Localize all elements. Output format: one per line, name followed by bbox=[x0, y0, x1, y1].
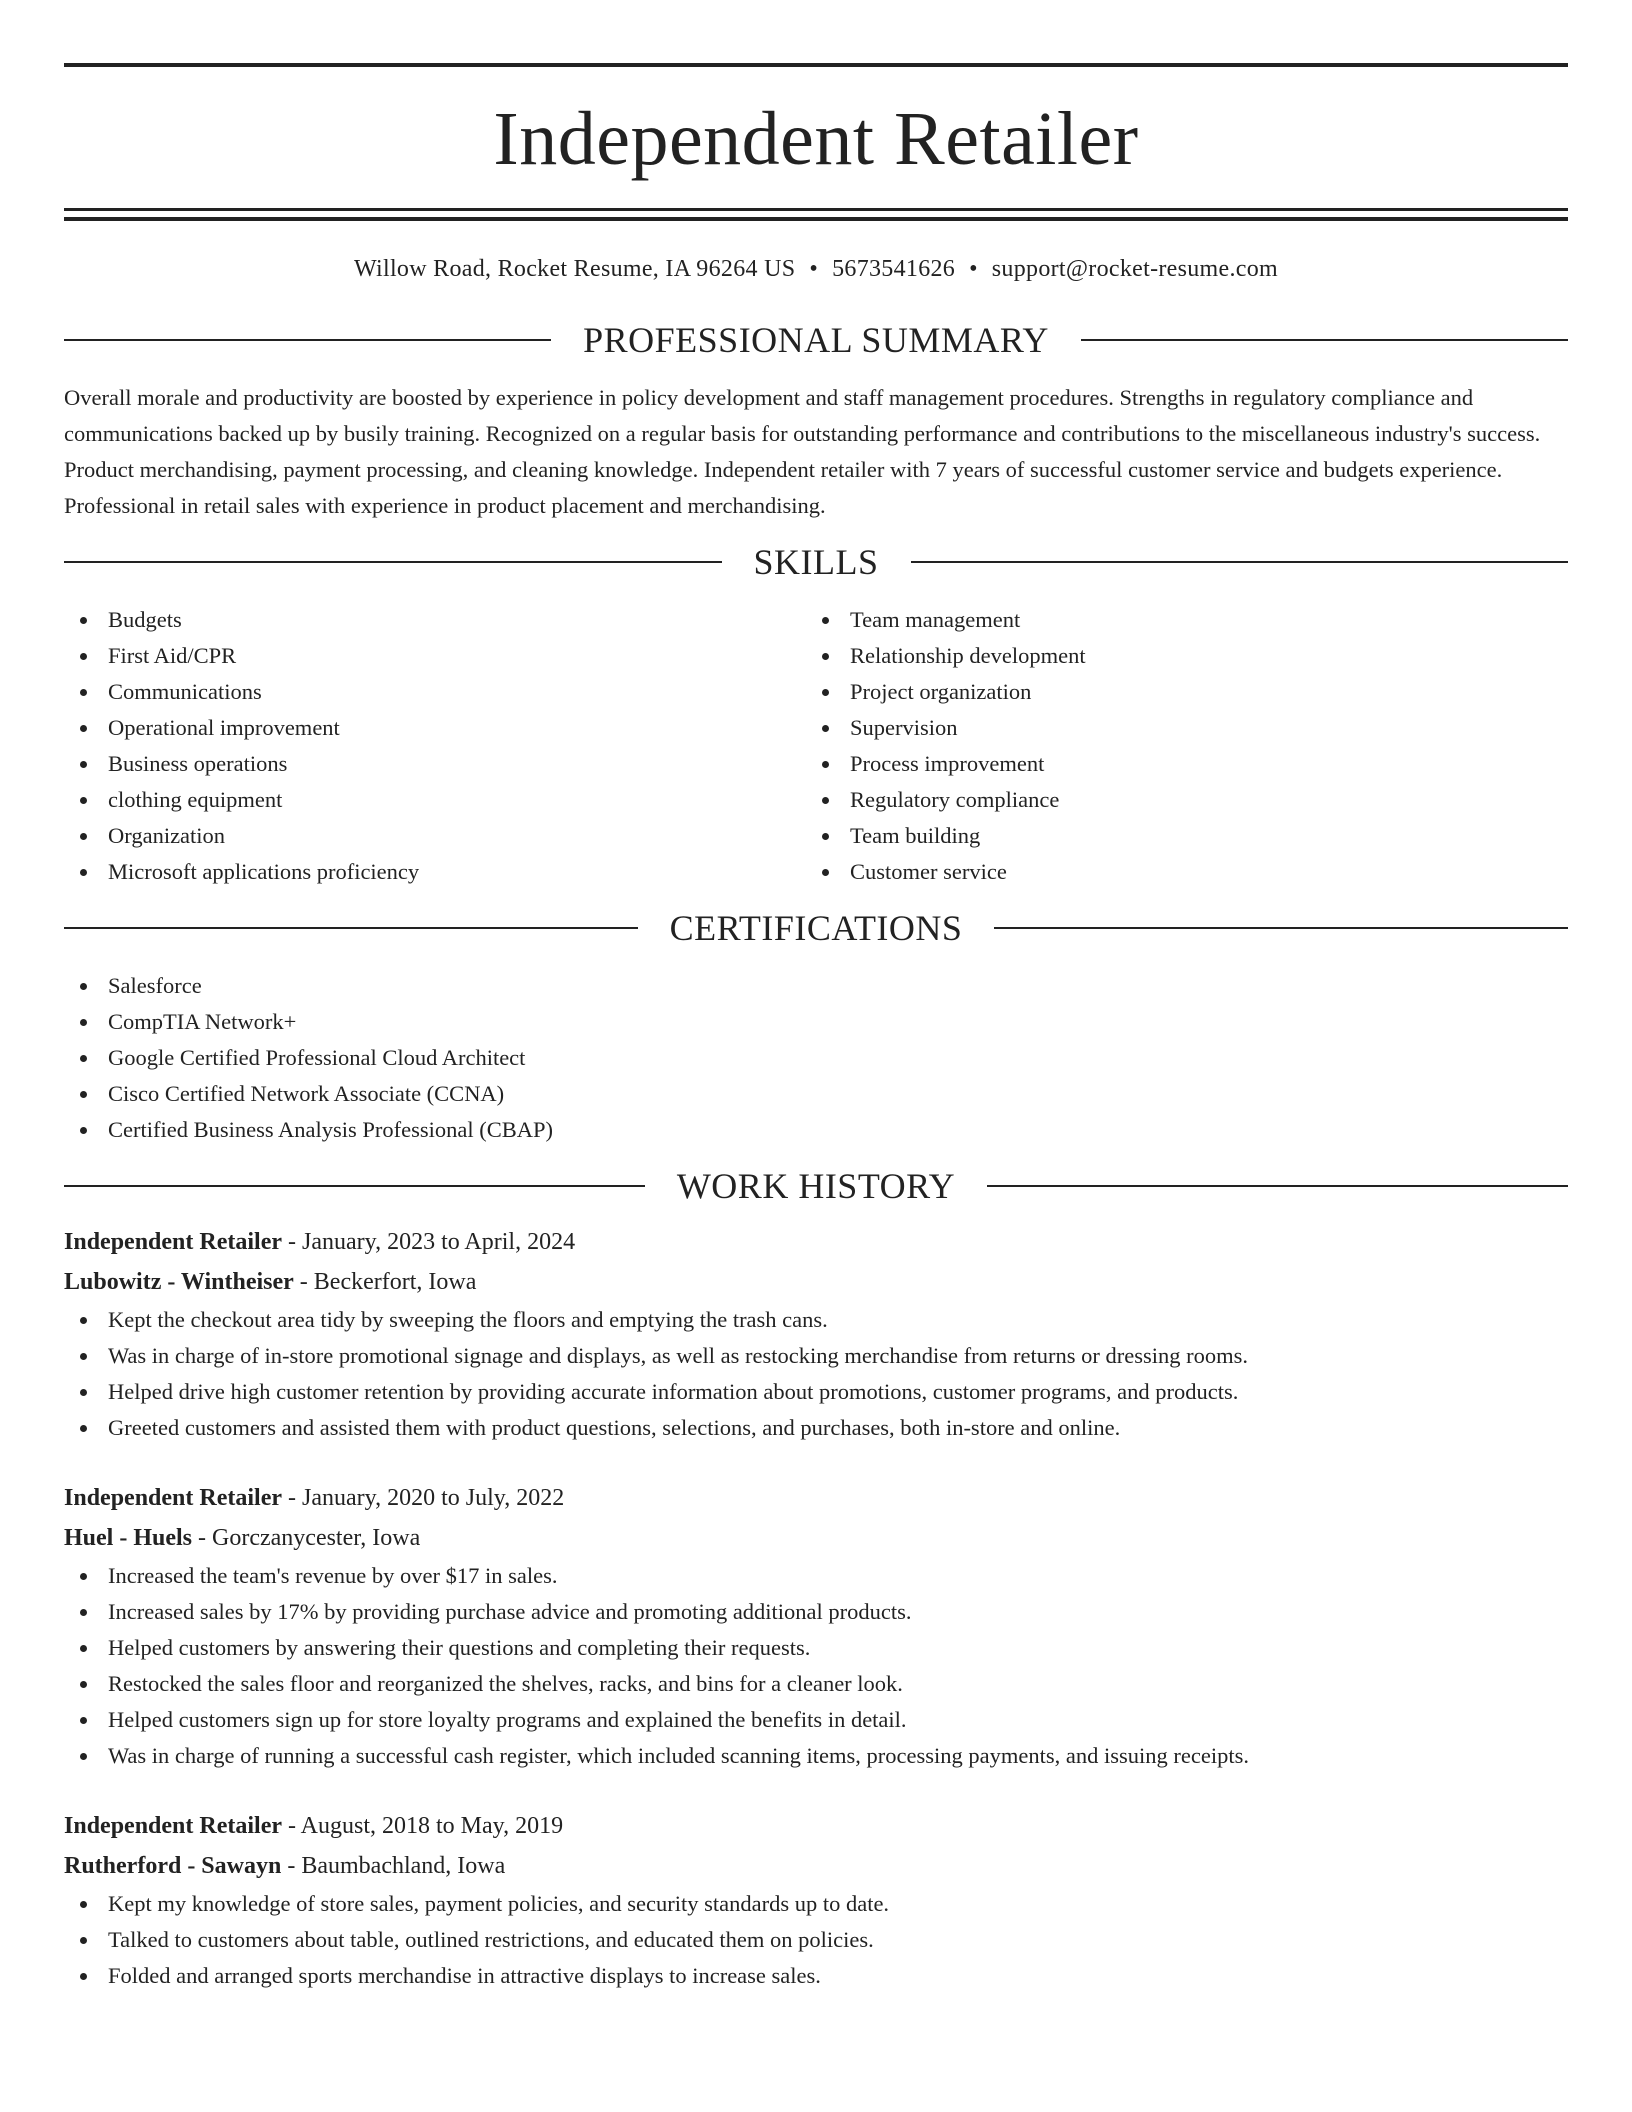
skill-item: Business operations bbox=[64, 746, 806, 782]
section-rule bbox=[987, 1185, 1568, 1187]
resume-name: Independent Retailer bbox=[493, 97, 1139, 181]
job-bullet: Folded and arranged sports merchandise in attractive displays to increase sales. bbox=[64, 1958, 1568, 1994]
skill-item: Budgets bbox=[64, 602, 806, 638]
job-company: Rutherford - Sawayn bbox=[64, 1853, 282, 1879]
section-rule bbox=[64, 561, 722, 563]
certification-item: Salesforce bbox=[64, 968, 1568, 1004]
job-location: - Beckerfort, Iowa bbox=[293, 1269, 477, 1295]
job-bullets bbox=[64, 1558, 1568, 1774]
skill-item: Operational improvement bbox=[64, 710, 806, 746]
skill-item: Team management bbox=[806, 602, 1548, 638]
job-bullet: Talked to customers about table, outlined restrictions, and educated them on policies. bbox=[64, 1922, 1568, 1958]
job-bullet: Helped customers by answering their questions and completing their requests. bbox=[64, 1630, 1568, 1666]
section-header-skills bbox=[64, 542, 1568, 582]
job-title-line bbox=[64, 1806, 1568, 1846]
job-company: Huel - Huels bbox=[64, 1525, 193, 1551]
section-rule bbox=[1081, 339, 1568, 341]
certifications-list bbox=[64, 968, 1568, 1148]
section-header-summary bbox=[64, 320, 1568, 360]
skills-column-left bbox=[64, 602, 806, 890]
skill-item: Organization bbox=[64, 818, 806, 854]
section-rule bbox=[911, 561, 1569, 563]
contact-separator: • bbox=[969, 256, 978, 282]
skill-item: Customer service bbox=[806, 854, 1548, 890]
job-entry bbox=[64, 1478, 1568, 1774]
job-bullet: Increased sales by 17% by providing purchase advice and promoting additional products. bbox=[64, 1594, 1568, 1630]
section-header-certifications bbox=[64, 908, 1568, 948]
job-title: Independent Retailer bbox=[64, 1485, 282, 1511]
contact-address: Willow Road, Rocket Resume, IA 96264 US bbox=[354, 256, 796, 282]
job-bullet: Was in charge of in-store promotional signage and displays, as well as restocking merchandise from returns or dressing rooms. bbox=[64, 1338, 1568, 1374]
job-dates: - January, 2020 to July, 2022 bbox=[282, 1485, 565, 1511]
job-company-line bbox=[64, 1518, 1568, 1558]
job-entry bbox=[64, 1222, 1568, 1446]
name-double-rule bbox=[64, 208, 1568, 221]
skill-item: Communications bbox=[64, 674, 806, 710]
skills-grid bbox=[64, 602, 1568, 890]
job-bullet: Was in charge of running a successful cash register, which included scanning items, processing payments, and issuing receipts. bbox=[64, 1738, 1568, 1774]
job-location: - Baumbachland, Iowa bbox=[281, 1853, 506, 1879]
certification-item: Cisco Certified Network Associate (CCNA) bbox=[64, 1076, 1568, 1112]
job-company-line bbox=[64, 1846, 1568, 1886]
section-rule bbox=[64, 927, 638, 929]
certification-item: Google Certified Professional Cloud Architect bbox=[64, 1040, 1568, 1076]
job-bullet: Increased the team's revenue by over $17 in sales. bbox=[64, 1558, 1568, 1594]
summary-paragraph: Overall morale and productivity are boosted by experience in policy development and staff management procedures. Strengths in regulatory compliance and communications backed up by busily training. Recognized on a regular basis for outstanding performance and contributions to the miscellaneous industry's success. Product merchandising, payment processing, and cleaning knowledge. Independent retailer with 7 years of successful customer service and budgets experience. Professional in retail sales with experience in product placement and merchandising. bbox=[64, 385, 1541, 518]
certification-item: Certified Business Analysis Professional (CBAP) bbox=[64, 1112, 1568, 1148]
skill-item: Supervision bbox=[806, 710, 1548, 746]
skill-item: First Aid/CPR bbox=[64, 638, 806, 674]
section-rule bbox=[64, 339, 551, 341]
section-title: SKILLS bbox=[753, 542, 879, 582]
job-title: Independent Retailer bbox=[64, 1229, 282, 1255]
contact-line bbox=[64, 254, 1568, 284]
skill-item: clothing equipment bbox=[64, 782, 806, 818]
job-bullets bbox=[64, 1302, 1568, 1446]
job-bullet: Kept my knowledge of store sales, payment policies, and security standards up to date. bbox=[64, 1886, 1568, 1922]
resume-page bbox=[64, 0, 1568, 1994]
job-title-line bbox=[64, 1478, 1568, 1518]
job-bullet: Helped customers sign up for store loyalty programs and explained the benefits in detail. bbox=[64, 1702, 1568, 1738]
skill-item: Regulatory compliance bbox=[806, 782, 1548, 818]
section-title: WORK HISTORY bbox=[676, 1166, 956, 1206]
skills-column-right bbox=[806, 602, 1548, 890]
job-title-line bbox=[64, 1222, 1568, 1262]
skill-item: Microsoft applications proficiency bbox=[64, 854, 806, 890]
job-bullet: Restocked the sales floor and reorganized the shelves, racks, and bins for a cleaner look. bbox=[64, 1666, 1568, 1702]
job-company-line bbox=[64, 1262, 1568, 1302]
skill-item: Process improvement bbox=[806, 746, 1548, 782]
section-rule bbox=[64, 1185, 645, 1187]
job-dates: - August, 2018 to May, 2019 bbox=[282, 1813, 564, 1839]
section-rule bbox=[994, 927, 1568, 929]
section-title: CERTIFICATIONS bbox=[669, 908, 963, 948]
job-dates: - January, 2023 to April, 2024 bbox=[282, 1229, 576, 1255]
job-bullet: Helped drive high customer retention by providing accurate information about promotions, customer programs, and products. bbox=[64, 1374, 1568, 1410]
section-title: PROFESSIONAL SUMMARY bbox=[583, 320, 1049, 360]
job-bullet: Kept the checkout area tidy by sweeping the floors and emptying the trash cans. bbox=[64, 1302, 1568, 1338]
job-company: Lubowitz - Wintheiser bbox=[64, 1269, 294, 1295]
section-header-work-history bbox=[64, 1166, 1568, 1206]
top-rule bbox=[64, 63, 1568, 67]
contact-email: support@rocket-resume.com bbox=[991, 256, 1278, 282]
contact-separator: • bbox=[809, 256, 819, 282]
job-entry bbox=[64, 1806, 1568, 1994]
contact-phone: 5673541626 bbox=[832, 256, 956, 282]
certification-item: CompTIA Network+ bbox=[64, 1004, 1568, 1040]
job-title: Independent Retailer bbox=[64, 1813, 282, 1839]
job-bullets bbox=[64, 1886, 1568, 1994]
skill-item: Relationship development bbox=[806, 638, 1548, 674]
job-location: - Gorczanycester, Iowa bbox=[192, 1525, 421, 1551]
job-bullet: Greeted customers and assisted them with product questions, selections, and purchases, both in-store and online. bbox=[64, 1410, 1568, 1446]
skill-item: Team building bbox=[806, 818, 1548, 854]
skill-item: Project organization bbox=[806, 674, 1548, 710]
